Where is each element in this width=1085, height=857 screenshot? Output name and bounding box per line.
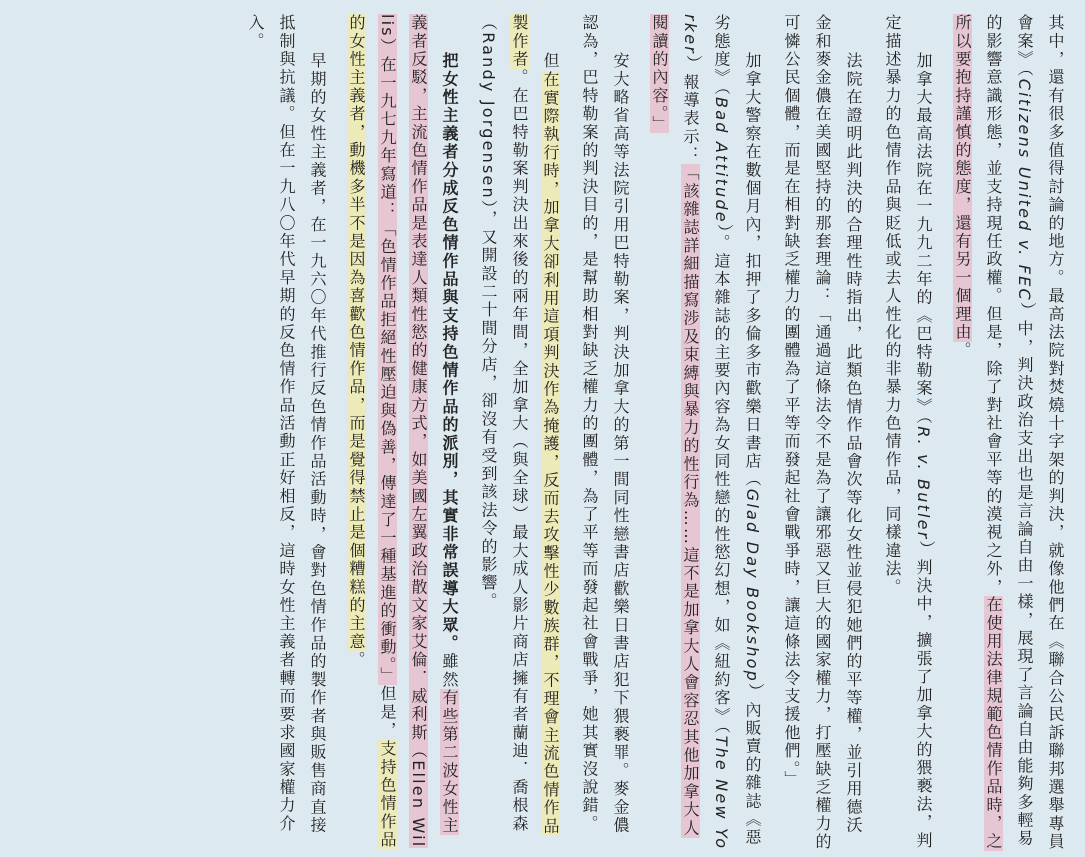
text-segment: 但 (541, 52, 560, 71)
text-segment: 其中，還有很多值得討論的地方。最高法院對焚燒十字架的判決，就像他們在《聯合公民訴聯邦選舉專員會案》 (1015, 14, 1065, 852)
paragraph (877, 14, 939, 852)
text-segment: （Citizens United v. FEC） (1015, 68, 1034, 321)
text-segment: 加拿大最高法院在一九九二年的《巴特勒案》 (914, 52, 933, 417)
text-segment: 加拿大警察在數個月內，扣押了多倫多市歡樂日書店 (743, 52, 762, 471)
text-segment: 早期的女性主義者，在一九六〇年代推行反色情作品活動時，會對色情作品的製作者與販售商直接抵制與抗議。但在一九八〇年代早期的反色情作品活動正好相反，這時女性主義者轉而要求國家權力介入。 (246, 14, 327, 835)
text-segment: 雖然 (440, 653, 459, 690)
text-segment: 報導表示： (681, 73, 700, 165)
highlighted-text: 有些第二波女性主義者反駁，主流色情作品是表達人類性慾的健康方式，如美國左翼政治散文家艾倫．威利斯（Ellen Willis）在一九七九年寫道：「色情作品拒絕性壓迫與偽善，傳達了一種基進的衝動。」 (378, 14, 459, 849)
vertical-text-body (9, 14, 1071, 852)
paragraph (473, 14, 566, 852)
text-segment: 。這本雜誌的主要內容為女同性戀的性慾幻想，如《紐約客》 (712, 234, 731, 726)
paragraph (776, 14, 869, 852)
highlighted-text: 支持色情作品的女性主義者，動機多半不是因為喜歡色情作品，而是覺得禁止是個糟糕的主意 (347, 14, 397, 849)
text-segment: 判決中，擴張了加拿大的猥褻法，判定描述暴力的色情作品與貶低或去人性化的非暴力色情作品，同樣違法。 (883, 14, 933, 851)
text-segment: 中，判決政治支出也是言論自由一樣，展現了言論自由能夠多輕易的影響意識形態，並支持現任政權。但是，除了對社會平等的漠視之外， (984, 14, 1034, 848)
text-segment: （The New Yorker） (681, 14, 731, 851)
text-segment: （Bad Attitude） (712, 86, 731, 234)
paragraph (341, 14, 465, 852)
text-segment: 法院在證明此判決的合理性時指出，此類色情作品會次等化女性並侵犯她們的平等權，並引用德沃金和麥金儂在美國堅持的那套理論：「通過這條法令不是為了讓邪惡又巨大的國家權力，打壓缺乏權力的可憐公民個體，而是在相對缺乏權力的團體為了平等而發起社會戰爭時，讓這條法令支援他們。」 (782, 14, 863, 852)
paragraph (947, 14, 1071, 852)
bold-text: 把女性主義者分成反色情作品與支持色情作品的派別，其實非常誤導大眾。 (440, 52, 459, 653)
text-segment: （R. v. Butler） (914, 416, 933, 560)
text-segment: 但是， (378, 685, 397, 740)
paragraph (574, 14, 636, 852)
highlighted-text: 在實際執行時，加拿大卻利用這項判決作為掩護，反而去攻擊性少數族群，不理會主流色情作品製作者 (510, 14, 560, 835)
text-segment: 。在巴特勒案判決出來後的兩年間，全加拿大（與全球）最大成人影片商店擁有者蘭迪．喬根森（Randy Jorgensen），又開設二十間分店，卻沒有受到該法令的影響。 (479, 14, 529, 834)
paragraph (644, 14, 768, 852)
text-segment: 。 (347, 651, 366, 670)
highlighted-text: 「該雜誌詳細描寫涉及束縛與暴力的性行為……這不是加拿大人會容忍其他加拿大人閱讀的內容。」 (650, 14, 700, 838)
text-segment: 安大略省高等法院引用巴特勒案，判決加拿大的第一間同性戀書店歡樂日書店犯下猥褻罪。麥金儂認為，巴特勒案的判決目的，是幫助相對缺乏權力的團體，為了平等而發起社會戰爭，她其實沒說錯。 (580, 14, 630, 835)
text-segment: （Glad Day Bookshop） (743, 471, 762, 702)
text-segment: 內販賣的雜誌《惡劣態度》 (712, 14, 762, 848)
paragraph (240, 14, 333, 852)
text-segment: 。 (953, 341, 972, 360)
highlighted-text: 在使用法律規範色情作品時，之所以要抱持謹慎的態度，還有另一個理由 (953, 14, 1003, 852)
